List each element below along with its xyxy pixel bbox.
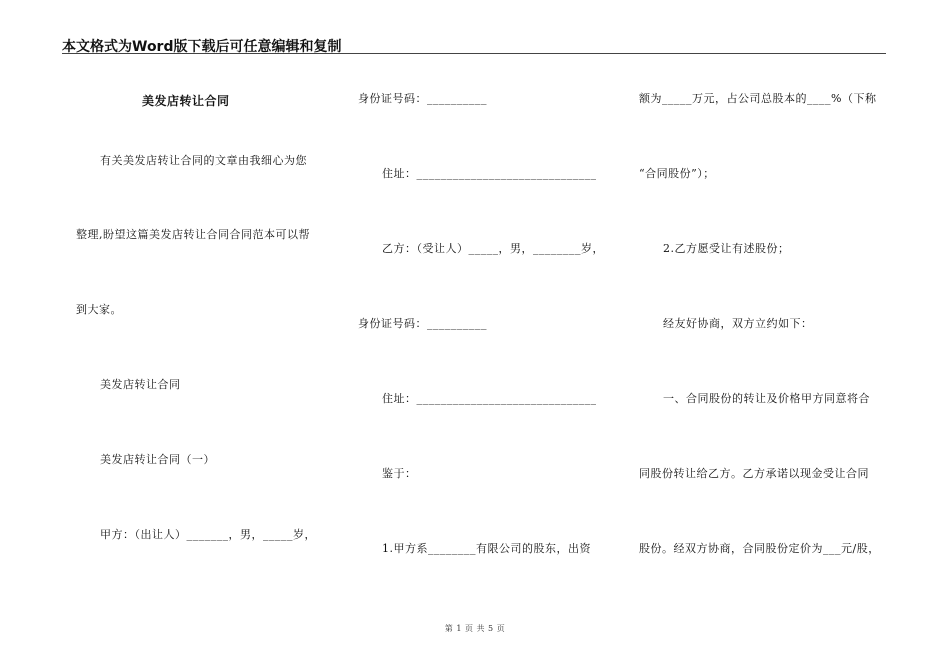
paragraph-line: 乙方：（受让人）_____，男，________岁， [382, 242, 604, 255]
paragraph-line: 股份。经双方协商，合同股份定价为___元/股， [639, 542, 880, 555]
paragraph-line: 有关美发店转让合同的文章由我细心为您 [100, 154, 307, 167]
paragraph-line: 2.乙方愿受让有述股份； [663, 242, 790, 255]
paragraph-line: 甲方：（出让人）_______，男，_____岁， [100, 528, 316, 541]
paragraph-line: 同股份转让给乙方。乙方承诺以现金受让合同 [639, 467, 869, 480]
page-number-footer: 第 1 页 共 5 页 [444, 624, 506, 633]
paragraph-line: 1.甲方系________有限公司的股东，出资 [382, 542, 591, 555]
paragraph-line: 美发店转让合同 [100, 378, 181, 391]
paragraph-line: 整理,盼望这篇美发店转让合同合同范本可以帮 [76, 228, 310, 241]
paragraph-line: 额为_____万元，占公司总股本的____%（下称 [639, 92, 877, 105]
text-column-3 [630, 0, 890, 672]
contract-title: 美发店转让合同 [142, 94, 230, 108]
paragraph-line: 到大家。 [76, 303, 122, 316]
paragraph-line: 住址：______________________________ [382, 392, 597, 405]
paragraph-line: 美发店转让合同（一） [100, 453, 215, 466]
paragraph-line: 身份证号码：__________ [358, 92, 487, 105]
document-header-title: 本文格式为Word版下载后可任意编辑和复制 [62, 39, 342, 55]
paragraph-line: 经友好协商，双方立约如下： [663, 317, 813, 330]
paragraph-line: 住址：______________________________ [382, 167, 597, 180]
paragraph-line: 一、合同股份的转让及价格甲方同意将合 [663, 392, 870, 405]
text-column-2 [345, 0, 615, 672]
text-column-1 [62, 0, 330, 672]
paragraph-line: 鉴于： [382, 467, 417, 480]
paragraph-line: “合同股份”）； [639, 167, 715, 180]
paragraph-line: 身份证号码：__________ [358, 317, 487, 330]
